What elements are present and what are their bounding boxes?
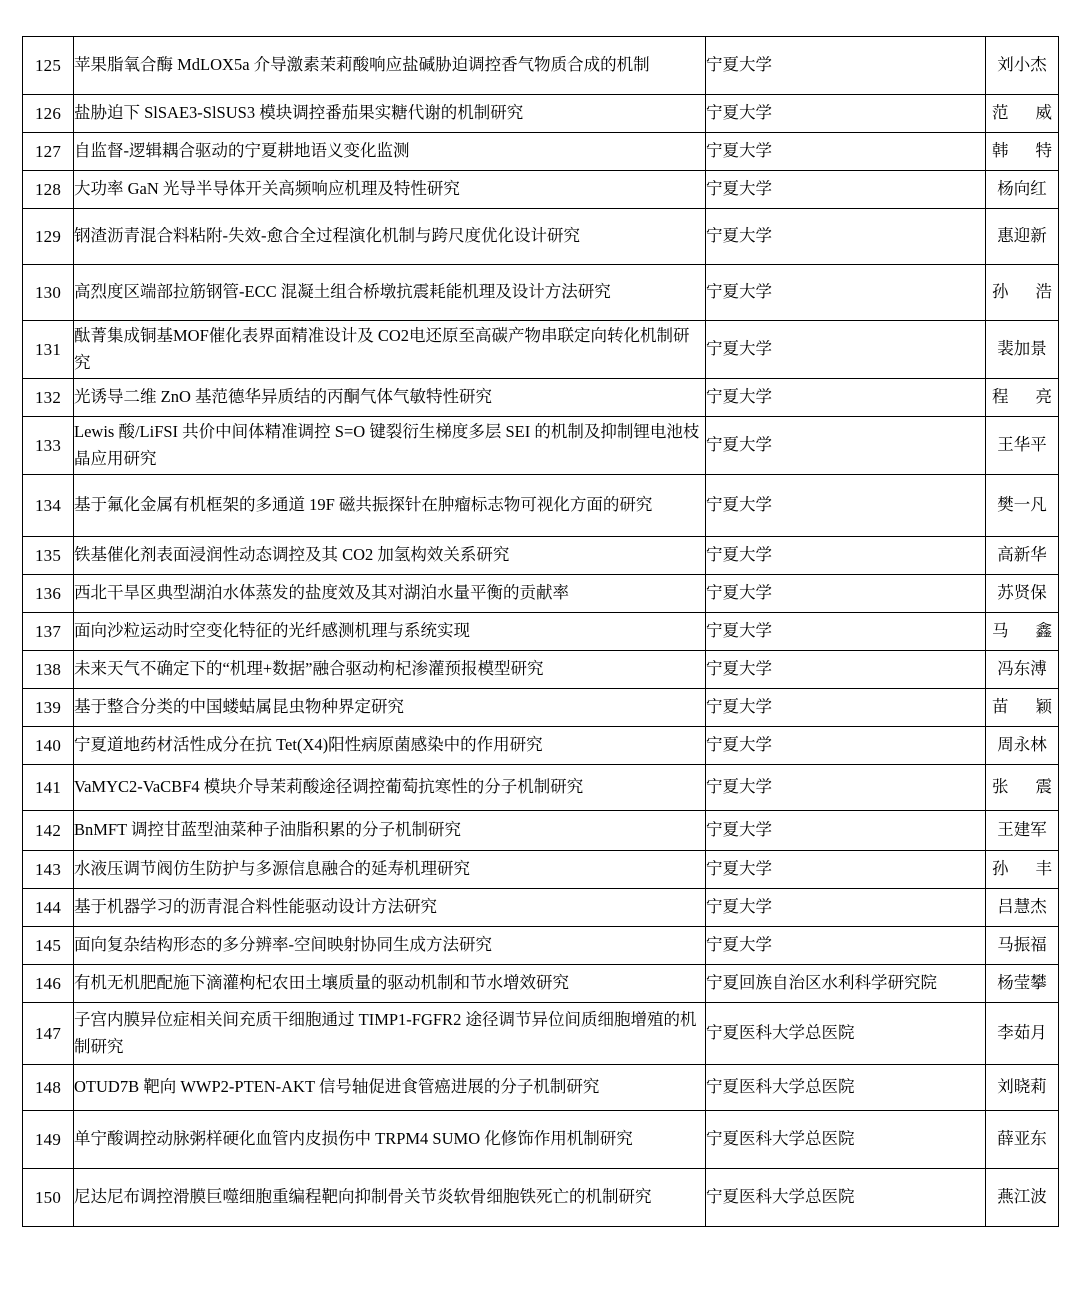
project-leader-cell: 吕慧杰 [986,889,1059,927]
table-row [23,575,1059,613]
table-row [23,689,1059,727]
project-leader-name: 程亮 [992,387,1052,407]
project-leader-cell: 杨向红 [986,171,1059,209]
project-title-cell: 酞菁集成铜基MOF催化表界面精准设计及 CO2电还原至高碳产物串联定向转化机制研究 [74,321,706,379]
table-row [23,851,1059,889]
table-row [23,765,1059,811]
table-row [23,321,1059,379]
table-row [23,95,1059,133]
institution-cell: 宁夏大学 [706,379,986,417]
table-row [23,965,1059,1003]
project-leader-cell: 王华平 [986,417,1059,475]
institution-cell: 宁夏医科大学总医院 [706,1111,986,1169]
project-leader-cell: 樊一凡 [986,475,1059,537]
project-title-cell: Lewis 酸/LiFSI 共价中间体精准调控 S=O 键裂衍生梯度多层 SEI 的机制及抑制锂电池枝晶应用研究 [74,417,706,475]
row-number-cell: 134 [23,475,74,537]
row-number-cell: 146 [23,965,74,1003]
row-number-cell: 135 [23,537,74,575]
institution-cell: 宁夏大学 [706,765,986,811]
institution-cell: 宁夏医科大学总医院 [706,1065,986,1111]
row-number-cell: 125 [23,37,74,95]
table-row [23,537,1059,575]
project-title-cell: 西北干旱区典型湖泊水体蒸发的盐度效及其对湖泊水量平衡的贡献率 [74,575,706,613]
project-leader-cell: 刘小杰 [986,37,1059,95]
institution-cell: 宁夏大学 [706,133,986,171]
institution-cell: 宁夏大学 [706,321,986,379]
project-title-cell: BnMFT 调控甘蓝型油菜种子油脂积累的分子机制研究 [74,811,706,851]
table-row [23,209,1059,265]
row-number-cell: 148 [23,1065,74,1111]
row-number-cell: 126 [23,95,74,133]
project-title-cell: OTUD7B 靶向 WWP2-PTEN-AKT 信号轴促进食管癌进展的分子机制研究 [74,1065,706,1111]
institution-cell: 宁夏大学 [706,417,986,475]
institution-cell: 宁夏大学 [706,651,986,689]
table-row [23,613,1059,651]
project-title-cell: 自监督-逻辑耦合驱动的宁夏耕地语义变化监测 [74,133,706,171]
row-number-cell: 149 [23,1111,74,1169]
project-title-cell: 铁基催化剂表面浸润性动态调控及其 CO2 加氢构效关系研究 [74,537,706,575]
table-row [23,1065,1059,1111]
project-title-cell: 水液压调节阀仿生防护与多源信息融合的延寿机理研究 [74,851,706,889]
project-leader-cell: 杨莹攀 [986,965,1059,1003]
row-number-cell: 141 [23,765,74,811]
table-row [23,265,1059,321]
row-number-cell: 136 [23,575,74,613]
table-row [23,811,1059,851]
project-leader-cell [986,133,1059,171]
project-leader-name: 孙丰 [992,859,1052,879]
institution-cell: 宁夏大学 [706,475,986,537]
project-leader-cell: 高新华 [986,537,1059,575]
project-leader-cell [986,851,1059,889]
project-leader-cell: 燕江波 [986,1169,1059,1227]
row-number-cell: 133 [23,417,74,475]
table-row [23,889,1059,927]
project-title-cell: 子宫内膜异位症相关间充质干细胞通过 TIMP1-FGFR2 途径调节异位间质细胞增殖的机制研究 [74,1003,706,1065]
table-row [23,727,1059,765]
institution-cell: 宁夏大学 [706,613,986,651]
project-title-cell: 面向复杂结构形态的多分辨率-空间映射协同生成方法研究 [74,927,706,965]
institution-cell: 宁夏大学 [706,689,986,727]
table-row [23,651,1059,689]
project-leader-cell [986,765,1059,811]
institution-cell: 宁夏大学 [706,95,986,133]
project-title-cell: 未来天气不确定下的“机理+数据”融合驱动枸杞渗灌预报模型研究 [74,651,706,689]
project-title-cell: 高烈度区端部拉筋钢管-ECC 混凝土组合桥墩抗震耗能机理及设计方法研究 [74,265,706,321]
project-leader-cell: 惠迎新 [986,209,1059,265]
project-title-cell: 光诱导二维 ZnO 基范德华异质结的丙酮气体气敏特性研究 [74,379,706,417]
project-leader-cell [986,613,1059,651]
project-title-cell: 基于氟化金属有机框架的多通道 19F 磁共振探针在肿瘤标志物可视化方面的研究 [74,475,706,537]
project-leader-cell [986,265,1059,321]
project-title-cell: 盐胁迫下 SlSAE3-SlSUS3 模块调控番茄果实糖代谢的机制研究 [74,95,706,133]
institution-cell: 宁夏大学 [706,927,986,965]
project-leader-cell: 薛亚东 [986,1111,1059,1169]
table-row [23,1003,1059,1065]
institution-cell: 宁夏回族自治区水利科学研究院 [706,965,986,1003]
project-leader-cell [986,95,1059,133]
project-title-cell: 面向沙粒运动时空变化特征的光纤感测机理与系统实现 [74,613,706,651]
institution-cell: 宁夏大学 [706,727,986,765]
project-leader-name: 孙浩 [992,282,1052,302]
row-number-cell: 143 [23,851,74,889]
project-title-cell: 有机无机肥配施下滴灌枸杞农田土壤质量的驱动机制和节水增效研究 [74,965,706,1003]
project-title-cell: 苹果脂氧合酶 MdLOX5a 介导激素茉莉酸响应盐碱胁迫调控香气物质合成的机制 [74,37,706,95]
table-row [23,927,1059,965]
project-leader-name: 马鑫 [992,621,1052,641]
project-leader-cell [986,379,1059,417]
institution-cell: 宁夏大学 [706,209,986,265]
project-title-cell: VaMYC2-VaCBF4 模块介导茉莉酸途径调控葡萄抗寒性的分子机制研究 [74,765,706,811]
project-title-cell: 尼达尼布调控滑膜巨噬细胞重编程靶向抑制骨关节炎软骨细胞铁死亡的机制研究 [74,1169,706,1227]
row-number-cell: 137 [23,613,74,651]
project-leader-name: 张震 [992,777,1052,797]
institution-cell: 宁夏大学 [706,889,986,927]
project-title-cell: 钢渣沥青混合料粘附-失效-愈合全过程演化机制与跨尺度优化设计研究 [74,209,706,265]
project-leader-name: 苗颖 [992,697,1052,717]
table-row [23,475,1059,537]
row-number-cell: 129 [23,209,74,265]
project-list-table [22,36,1059,1227]
project-leader-cell: 冯东溥 [986,651,1059,689]
row-number-cell: 132 [23,379,74,417]
row-number-cell: 142 [23,811,74,851]
row-number-cell: 131 [23,321,74,379]
table-row [23,133,1059,171]
project-title-cell: 基于机器学习的沥青混合料性能驱动设计方法研究 [74,889,706,927]
project-leader-cell: 王建军 [986,811,1059,851]
project-leader-cell: 周永林 [986,727,1059,765]
row-number-cell: 147 [23,1003,74,1065]
project-title-cell: 基于整合分类的中国蝼蛄属昆虫物种界定研究 [74,689,706,727]
institution-cell: 宁夏医科大学总医院 [706,1003,986,1065]
project-leader-cell: 马振福 [986,927,1059,965]
project-title-cell: 单宁酸调控动脉粥样硬化血管内皮损伤中 TRPM4 SUMO 化修饰作用机制研究 [74,1111,706,1169]
project-leader-cell: 刘晓莉 [986,1065,1059,1111]
project-leader-cell: 李茹月 [986,1003,1059,1065]
institution-cell: 宁夏大学 [706,537,986,575]
row-number-cell: 140 [23,727,74,765]
table-row [23,417,1059,475]
project-title-cell: 宁夏道地药材活性成分在抗 Tet(X4)阳性病原菌感染中的作用研究 [74,727,706,765]
row-number-cell: 130 [23,265,74,321]
project-leader-cell: 苏贤保 [986,575,1059,613]
project-leader-cell [986,689,1059,727]
table-row [23,171,1059,209]
table-row [23,1169,1059,1227]
project-leader-name: 范威 [992,103,1052,123]
project-leader-name: 韩特 [992,141,1052,161]
row-number-cell: 144 [23,889,74,927]
row-number-cell: 138 [23,651,74,689]
table-body [23,37,1059,1227]
table-row [23,379,1059,417]
table-row [23,37,1059,95]
institution-cell: 宁夏大学 [706,171,986,209]
row-number-cell: 150 [23,1169,74,1227]
project-title-cell: 大功率 GaN 光导半导体开关高频响应机理及特性研究 [74,171,706,209]
row-number-cell: 127 [23,133,74,171]
institution-cell: 宁夏大学 [706,265,986,321]
row-number-cell: 128 [23,171,74,209]
institution-cell: 宁夏大学 [706,811,986,851]
project-leader-cell: 裴加景 [986,321,1059,379]
institution-cell: 宁夏医科大学总医院 [706,1169,986,1227]
institution-cell: 宁夏大学 [706,575,986,613]
row-number-cell: 139 [23,689,74,727]
row-number-cell: 145 [23,927,74,965]
table-row [23,1111,1059,1169]
institution-cell: 宁夏大学 [706,37,986,95]
institution-cell: 宁夏大学 [706,851,986,889]
